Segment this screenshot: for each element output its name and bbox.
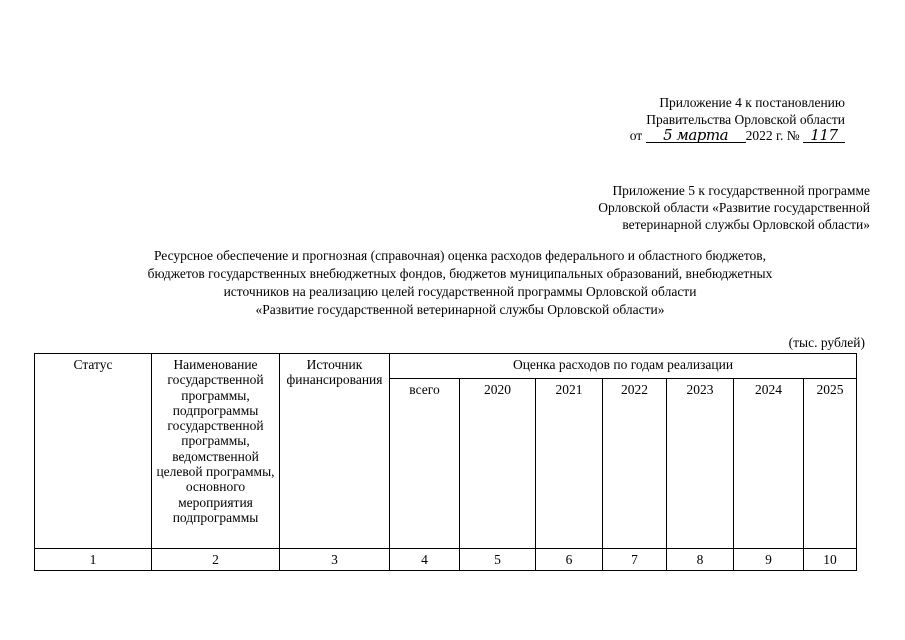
header-year-2020: 2020 <box>460 379 536 549</box>
header-status: Статус <box>35 354 152 549</box>
title-line-4: «Развитие государственной ветеринарной службы Орловской области» <box>255 302 665 317</box>
decree-date-handwritten: 5 марта <box>646 128 746 143</box>
column-number-10: 10 <box>804 549 857 571</box>
column-number-9: 9 <box>734 549 804 571</box>
header-expense-estimate: Оценка расходов по годам реализации <box>390 354 857 379</box>
column-number-5: 5 <box>460 549 536 571</box>
column-number-2: 2 <box>152 549 280 571</box>
units-label: (тыс. рублей) <box>788 335 865 350</box>
appendix-5-header <box>560 182 870 233</box>
column-number-6: 6 <box>536 549 603 571</box>
title-line-2: бюджетов государственных внебюджетных фондов, бюджетов муниципальных образований, внебюджетных <box>147 266 773 281</box>
column-number-4: 4 <box>390 549 460 571</box>
budget-table <box>34 353 857 571</box>
header-year-total: всего <box>390 379 460 549</box>
document-title <box>80 247 840 319</box>
column-number-row <box>35 549 857 571</box>
appendix-5-line-2: Орловской области «Развитие государственной <box>598 200 870 215</box>
decree-number-handwritten: 117 <box>803 128 845 143</box>
header-row-1 <box>35 354 857 379</box>
appendix-4-line-1: Приложение 4 к постановлению <box>659 95 845 110</box>
title-line-1: Ресурсное обеспечение и прогнозная (справочная) оценка расходов федерального и областного бюджетов, <box>153 248 767 263</box>
appendix-5-line-1: Приложение 5 к государственной программе <box>612 183 870 198</box>
column-number-1: 1 <box>35 549 152 571</box>
header-year-2024: 2024 <box>734 379 804 549</box>
title-line-3: источников на реализацию целей государственной программы Орловской области <box>223 284 697 299</box>
decree-year-text: 2022 г. № <box>745 128 800 143</box>
appendix-4-header <box>560 95 845 145</box>
decree-from-label: от <box>629 128 643 143</box>
header-funding-source: Источник финансирования <box>280 354 390 549</box>
header-year-2022: 2022 <box>603 379 667 549</box>
appendix-4-line-2: Правительства Орловской области <box>646 111 845 127</box>
header-year-2023: 2023 <box>667 379 734 549</box>
appendix-4-decree-line <box>560 128 845 145</box>
header-year-2021: 2021 <box>536 379 603 549</box>
column-number-3: 3 <box>280 549 390 571</box>
column-number-8: 8 <box>667 549 734 571</box>
header-program-name: Наименование государственной программы, подпрограммы государственной программы, ведомственной целевой программы, основного мероприятия подпрограммы <box>152 354 280 549</box>
column-number-7: 7 <box>603 549 667 571</box>
appendix-5-line-3: ветеринарной службы Орловской области» <box>622 217 870 232</box>
header-year-2025: 2025 <box>804 379 857 549</box>
